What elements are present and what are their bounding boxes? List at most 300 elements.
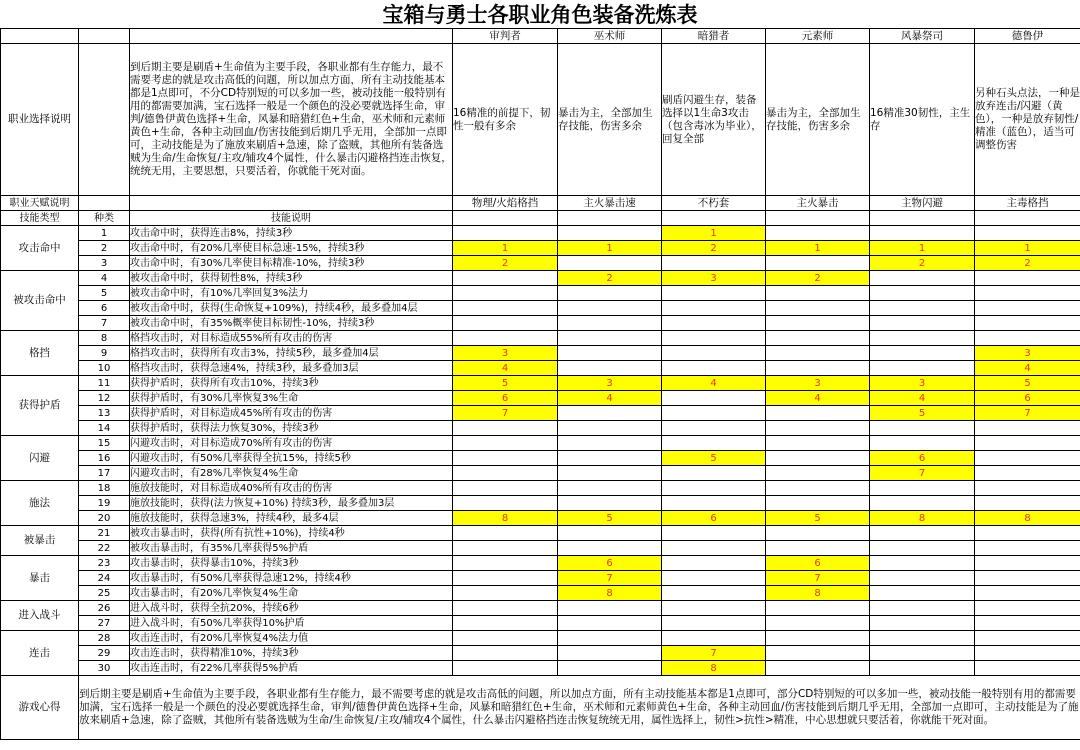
priority-cell (766, 616, 870, 631)
priority-cell: 1 (766, 241, 870, 256)
skill-description: 闪避攻击时，有28%几率恢复4%生命 (130, 466, 453, 481)
priority-cell (662, 301, 766, 316)
skill-number: 17 (79, 466, 130, 481)
skill-description: 获得护盾时，对目标造成45%所有攻击的伤害 (130, 406, 453, 421)
priority-cell (870, 286, 975, 301)
equipment-table (0, 28, 1080, 740)
intro-row (1, 44, 1080, 196)
priority-cell (975, 301, 1080, 316)
skill-number: 18 (79, 481, 130, 496)
blank-cell (662, 211, 766, 226)
priority-cell: 5 (662, 451, 766, 466)
blank-cell (975, 211, 1080, 226)
skill-row (1, 511, 1080, 526)
priority-cell: 3 (662, 271, 766, 286)
priority-cell (558, 286, 662, 301)
skill-row (1, 466, 1080, 481)
priority-cell (870, 661, 975, 676)
skill-row (1, 301, 1080, 316)
skill-number: 24 (79, 571, 130, 586)
skill-row (1, 421, 1080, 436)
priority-cell (870, 571, 975, 586)
skill-description: 闪避攻击时，对目标造成70%所有攻击的伤害 (130, 436, 453, 451)
priority-cell (662, 496, 766, 511)
skill-number: 21 (79, 526, 130, 541)
priority-cell (870, 496, 975, 511)
priority-cell (870, 481, 975, 496)
skill-type-cell: 施法 (1, 481, 79, 526)
priority-cell (558, 541, 662, 556)
skill-row (1, 526, 1080, 541)
priority-cell (975, 646, 1080, 661)
blank-cell (453, 211, 558, 226)
priority-cell (453, 646, 558, 661)
priority-cell (975, 331, 1080, 346)
priority-cell: 5 (453, 376, 558, 391)
skill-number: 3 (79, 256, 130, 271)
skill-number: 14 (79, 421, 130, 436)
skill-description: 获得护盾时，获得所有攻击10%，持续3秒 (130, 376, 453, 391)
priority-cell (662, 541, 766, 556)
talent-cell: 不朽套 (662, 196, 766, 211)
priority-cell (558, 466, 662, 481)
priority-cell (453, 331, 558, 346)
skill-number: 2 (79, 241, 130, 256)
priority-cell (975, 481, 1080, 496)
skill-description: 获得护盾时，有30%几率恢复3%生命 (130, 391, 453, 406)
skill-number: 5 (79, 286, 130, 301)
skill-description: 攻击连击时，获得精准10%，持续3秒 (130, 646, 453, 661)
priority-cell (558, 616, 662, 631)
priority-cell (453, 271, 558, 286)
priority-cell (453, 571, 558, 586)
priority-cell (766, 541, 870, 556)
skill-description: 格挡攻击时，获得急速4%，持续3秒，最多叠加3层 (130, 361, 453, 376)
skill-number: 7 (79, 316, 130, 331)
priority-cell: 6 (766, 556, 870, 571)
priority-cell (975, 586, 1080, 601)
priority-cell (453, 436, 558, 451)
priority-cell (558, 346, 662, 361)
priority-cell: 6 (870, 451, 975, 466)
priority-cell: 8 (766, 586, 870, 601)
blank-cell (1, 29, 79, 44)
priority-cell (662, 601, 766, 616)
skill-description: 被攻击命中时，有10%几率回复3%法力 (130, 286, 453, 301)
priority-cell (766, 496, 870, 511)
priority-cell (558, 481, 662, 496)
talent-cell: 主毒格挡 (975, 196, 1080, 211)
skill-description: 格挡攻击时，对目标造成55%所有攻击的伤害 (130, 331, 453, 346)
priority-cell: 5 (870, 406, 975, 421)
skill-type-cell: 闪避 (1, 436, 79, 481)
priority-cell (766, 226, 870, 241)
skill-row (1, 541, 1080, 556)
skill-number: 30 (79, 661, 130, 676)
priority-cell: 2 (662, 241, 766, 256)
skill-description: 施放技能时，获得(法力恢复+10%) 持续3秒，最多叠加3层 (130, 496, 453, 511)
skill-description: 格挡攻击时，获得所有攻击3%，持续5秒，最多叠加4层 (130, 346, 453, 361)
priority-cell (662, 406, 766, 421)
priority-cell: 7 (766, 571, 870, 586)
priority-cell (558, 451, 662, 466)
priority-cell (975, 661, 1080, 676)
skill-number: 27 (79, 616, 130, 631)
talent-row (1, 196, 1080, 211)
priority-cell: 6 (558, 556, 662, 571)
skill-row (1, 646, 1080, 661)
priority-cell (870, 601, 975, 616)
priority-cell (870, 436, 975, 451)
priority-cell (975, 601, 1080, 616)
priority-cell: 8 (453, 511, 558, 526)
skill-description: 被攻击命中时，有35%概率使目标韧性-10%，持续3秒 (130, 316, 453, 331)
priority-cell (766, 316, 870, 331)
priority-cell: 7 (870, 466, 975, 481)
skill-row (1, 451, 1080, 466)
priority-cell (766, 451, 870, 466)
talent-cell: 物理/火焰格挡 (453, 196, 558, 211)
priority-cell (975, 271, 1080, 286)
skill-number: 26 (79, 601, 130, 616)
priority-cell: 5 (975, 376, 1080, 391)
skill-description: 攻击命中时，获得连击8%，持续3秒 (130, 226, 453, 241)
skill-type-cell: 被攻击命中 (1, 271, 79, 331)
skill-row (1, 556, 1080, 571)
priority-cell (662, 346, 766, 361)
priority-cell (453, 556, 558, 571)
blank-cell (79, 29, 130, 44)
priority-cell: 4 (870, 391, 975, 406)
skill-row (1, 631, 1080, 646)
skill-description: 闪避攻击时，有50%几率获得全抗15%，持续5秒 (130, 451, 453, 466)
blank-cell (558, 211, 662, 226)
class-name-header: 暗猎者 (662, 29, 766, 44)
skill-description: 进入战斗时，有50%几率获得10%护盾 (130, 616, 453, 631)
priority-cell (870, 331, 975, 346)
priority-cell (766, 466, 870, 481)
priority-cell (662, 616, 766, 631)
skill-description: 获得护盾时，获得法力恢复30%，持续3秒 (130, 421, 453, 436)
priority-cell (558, 406, 662, 421)
priority-cell: 3 (870, 376, 975, 391)
skill-description: 施放技能时，获得急速3%，持续4秒，最多4层 (130, 511, 453, 526)
priority-cell: 4 (766, 391, 870, 406)
priority-cell (558, 631, 662, 646)
priority-cell (870, 226, 975, 241)
priority-cell (558, 496, 662, 511)
priority-cell (870, 556, 975, 571)
priority-cell: 4 (453, 361, 558, 376)
skill-number: 29 (79, 646, 130, 661)
priority-cell (766, 526, 870, 541)
skill-number: 19 (79, 496, 130, 511)
priority-cell: 6 (453, 391, 558, 406)
col-header-desc: 技能说明 (130, 211, 453, 226)
class-note: 另种石头点法，一种是放弃连击/闪避（黄色），一种是放弃韧性/精准（蓝色），适当可调整伤害 (975, 44, 1080, 196)
class-note: 暴击为主，全部加生存技能，伤害多余 (766, 44, 870, 196)
priority-cell (975, 556, 1080, 571)
priority-cell: 8 (975, 511, 1080, 526)
skill-number: 20 (79, 511, 130, 526)
class-note: 16精准的前提下，韧性一般有多余 (453, 44, 558, 196)
skill-number: 12 (79, 391, 130, 406)
skill-number: 6 (79, 301, 130, 316)
skill-type-cell: 被暴击 (1, 526, 79, 556)
priority-cell (453, 451, 558, 466)
skill-number: 4 (79, 271, 130, 286)
footer-row (1, 676, 1080, 740)
priority-cell (558, 331, 662, 346)
skill-description: 被攻击命中时，获得韧性8%，持续3秒 (130, 271, 453, 286)
priority-cell (662, 526, 766, 541)
skill-row (1, 586, 1080, 601)
priority-cell (766, 406, 870, 421)
skill-row (1, 331, 1080, 346)
priority-cell: 3 (558, 376, 662, 391)
priority-cell (662, 481, 766, 496)
priority-cell (662, 316, 766, 331)
priority-cell (662, 256, 766, 271)
skill-description: 被攻击命中时，获得(生命恢复+109%)，持续4秒，最多叠加4层 (130, 301, 453, 316)
priority-cell (975, 226, 1080, 241)
priority-cell: 7 (453, 406, 558, 421)
priority-cell: 8 (662, 661, 766, 676)
priority-cell (766, 286, 870, 301)
col-header-type: 技能类型 (1, 211, 79, 226)
priority-cell: 4 (662, 376, 766, 391)
priority-cell (662, 631, 766, 646)
priority-cell (558, 361, 662, 376)
blank-cell (79, 44, 130, 196)
priority-cell (558, 526, 662, 541)
priority-cell (558, 226, 662, 241)
blank-cell (870, 211, 975, 226)
priority-cell (975, 286, 1080, 301)
skill-row (1, 241, 1080, 256)
priority-cell (766, 436, 870, 451)
priority-cell (870, 586, 975, 601)
skill-row (1, 346, 1080, 361)
priority-cell (870, 361, 975, 376)
priority-cell (453, 286, 558, 301)
class-header-row (1, 29, 1080, 44)
priority-cell (662, 361, 766, 376)
priority-cell (662, 571, 766, 586)
priority-cell (453, 601, 558, 616)
skill-number: 25 (79, 586, 130, 601)
skill-number: 23 (79, 556, 130, 571)
skill-type-cell: 攻击命中 (1, 226, 79, 271)
skill-description: 攻击命中时，有30%几率使目标精准-10%，持续3秒 (130, 256, 453, 271)
skill-row (1, 661, 1080, 676)
skill-row (1, 436, 1080, 451)
priority-cell: 7 (975, 406, 1080, 421)
priority-cell (453, 226, 558, 241)
skill-description: 攻击命中时，有20%几率使目标急速-15%，持续3秒 (130, 241, 453, 256)
footer-text: 到后期主要是刷盾+生命值为主要手段，各职业都有生存能力，最不需要考虑的就是攻击高低的问题，所以加点方面，所有主动技能基本都是1点即可，部分CD特别短的可以多加一些，被动技能一般特别有用的都需要加满，宝石选择一般是一个颜色的没必要就选择生命，审判/德鲁伊黄色选择+生命，风暴和暗猎红色+生命，巫术师和元素师黄色+生命，各种主动回血/伤害技能到后期几乎无用，全部加一点即可，主动技能是为了施放来刷盾+急速，除了盗贼，其他所有装备选贼为生命/生命恢复/主攻/辅攻4个属性，什么暴击闪避格挡连击恢复统统无用，属性选择上，韧性>抗性>精准，中心思想就只要活着，你就能干死对面。 (79, 676, 1080, 740)
priority-cell (558, 436, 662, 451)
priority-cell: 8 (558, 586, 662, 601)
priority-cell (453, 481, 558, 496)
skill-row (1, 406, 1080, 421)
priority-cell: 7 (558, 571, 662, 586)
blank-cell (130, 29, 453, 44)
intro-label: 职业选择说明 (1, 44, 79, 196)
priority-cell (975, 541, 1080, 556)
class-note: 暴击为主，全部加生存技能，伤害多余 (558, 44, 662, 196)
skill-number: 11 (79, 376, 130, 391)
blank-cell (130, 196, 453, 211)
skill-row (1, 316, 1080, 331)
priority-cell: 5 (766, 511, 870, 526)
priority-cell (453, 661, 558, 676)
priority-cell: 2 (453, 256, 558, 271)
skill-number: 16 (79, 451, 130, 466)
skill-row (1, 271, 1080, 286)
priority-cell: 2 (766, 271, 870, 286)
priority-cell: 3 (453, 346, 558, 361)
priority-cell (766, 646, 870, 661)
skill-type-cell: 进入战斗 (1, 601, 79, 631)
skill-description: 攻击暴击时，有20%几率恢复4%生命 (130, 586, 453, 601)
priority-cell (453, 616, 558, 631)
blank-cell (79, 196, 130, 211)
skill-description: 被攻击暴击时，获得(所有抗性+10%)，持续4秒 (130, 526, 453, 541)
priority-cell (870, 616, 975, 631)
skill-description: 施放技能时，对目标造成40%所有攻击的伤害 (130, 481, 453, 496)
skill-row (1, 571, 1080, 586)
column-header-row (1, 211, 1080, 226)
skill-row (1, 616, 1080, 631)
priority-cell (766, 481, 870, 496)
skill-row (1, 361, 1080, 376)
priority-cell (975, 316, 1080, 331)
priority-cell (975, 466, 1080, 481)
priority-cell: 2 (870, 256, 975, 271)
footer-label: 游戏心得 (1, 676, 79, 740)
priority-cell (766, 601, 870, 616)
priority-cell (766, 301, 870, 316)
skill-row (1, 376, 1080, 391)
priority-cell (870, 316, 975, 331)
skill-number: 22 (79, 541, 130, 556)
priority-cell (453, 496, 558, 511)
priority-cell (870, 421, 975, 436)
priority-cell (975, 526, 1080, 541)
priority-cell (558, 256, 662, 271)
skill-number: 8 (79, 331, 130, 346)
priority-cell (558, 661, 662, 676)
class-note: 刷盾闪避生存，装备选择以1生命3攻击（包含毒冰为毕业），回复全部 (662, 44, 766, 196)
priority-cell (662, 556, 766, 571)
skill-number: 28 (79, 631, 130, 646)
priority-cell: 3 (766, 376, 870, 391)
skill-row (1, 256, 1080, 271)
priority-cell (453, 316, 558, 331)
priority-cell (870, 646, 975, 661)
priority-cell: 6 (975, 391, 1080, 406)
priority-cell (766, 361, 870, 376)
priority-cell (766, 346, 870, 361)
priority-cell: 3 (975, 346, 1080, 361)
priority-cell: 2 (558, 271, 662, 286)
priority-cell (975, 496, 1080, 511)
talent-cell: 主火暴击 (766, 196, 870, 211)
priority-cell: 5 (558, 511, 662, 526)
priority-cell (453, 526, 558, 541)
talent-label: 职业天赋说明 (1, 196, 79, 211)
priority-cell (870, 301, 975, 316)
priority-cell (453, 301, 558, 316)
class-name-header: 审判者 (453, 29, 558, 44)
skill-type-cell: 格挡 (1, 331, 79, 376)
priority-cell (558, 316, 662, 331)
priority-cell (453, 541, 558, 556)
priority-cell (662, 391, 766, 406)
skill-row (1, 481, 1080, 496)
priority-cell: 1 (453, 241, 558, 256)
priority-cell (870, 271, 975, 286)
priority-cell: 8 (870, 511, 975, 526)
talent-cell: 主物闪避 (870, 196, 975, 211)
skill-row (1, 226, 1080, 241)
priority-cell (558, 646, 662, 661)
skill-number: 10 (79, 361, 130, 376)
priority-cell: 1 (558, 241, 662, 256)
priority-cell (766, 631, 870, 646)
priority-cell: 4 (558, 391, 662, 406)
class-name-header: 元素师 (766, 29, 870, 44)
skill-row (1, 601, 1080, 616)
skill-description: 进入战斗时，获得全抗20%，持续6秒 (130, 601, 453, 616)
skill-row (1, 391, 1080, 406)
skill-number: 15 (79, 436, 130, 451)
skill-number: 1 (79, 226, 130, 241)
priority-cell (870, 541, 975, 556)
priority-cell (870, 346, 975, 361)
skill-number: 13 (79, 406, 130, 421)
priority-cell (975, 436, 1080, 451)
class-name-header: 风暴祭司 (870, 29, 975, 44)
priority-cell: 1 (662, 226, 766, 241)
priority-cell (453, 421, 558, 436)
priority-cell (975, 616, 1080, 631)
priority-cell (975, 451, 1080, 466)
skill-description: 被攻击暴击时，有35%几率获得5%护盾 (130, 541, 453, 556)
skill-type-cell: 获得护盾 (1, 376, 79, 436)
class-note: 16精准30韧性，主生存 (870, 44, 975, 196)
priority-cell (662, 466, 766, 481)
priority-cell (975, 421, 1080, 436)
skill-number: 9 (79, 346, 130, 361)
priority-cell (662, 436, 766, 451)
priority-cell: 1 (975, 241, 1080, 256)
priority-cell (766, 256, 870, 271)
priority-cell (766, 421, 870, 436)
skill-description: 攻击暴击时，获得暴击10%，持续3秒 (130, 556, 453, 571)
skill-description: 攻击暴击时，有50%几率获得急速12%，持续4秒 (130, 571, 453, 586)
priority-cell (558, 421, 662, 436)
priority-cell (558, 601, 662, 616)
priority-cell (975, 631, 1080, 646)
priority-cell (662, 586, 766, 601)
priority-cell: 6 (662, 511, 766, 526)
col-header-num: 种类 (79, 211, 130, 226)
priority-cell: 1 (870, 241, 975, 256)
priority-cell (766, 331, 870, 346)
priority-cell (662, 421, 766, 436)
